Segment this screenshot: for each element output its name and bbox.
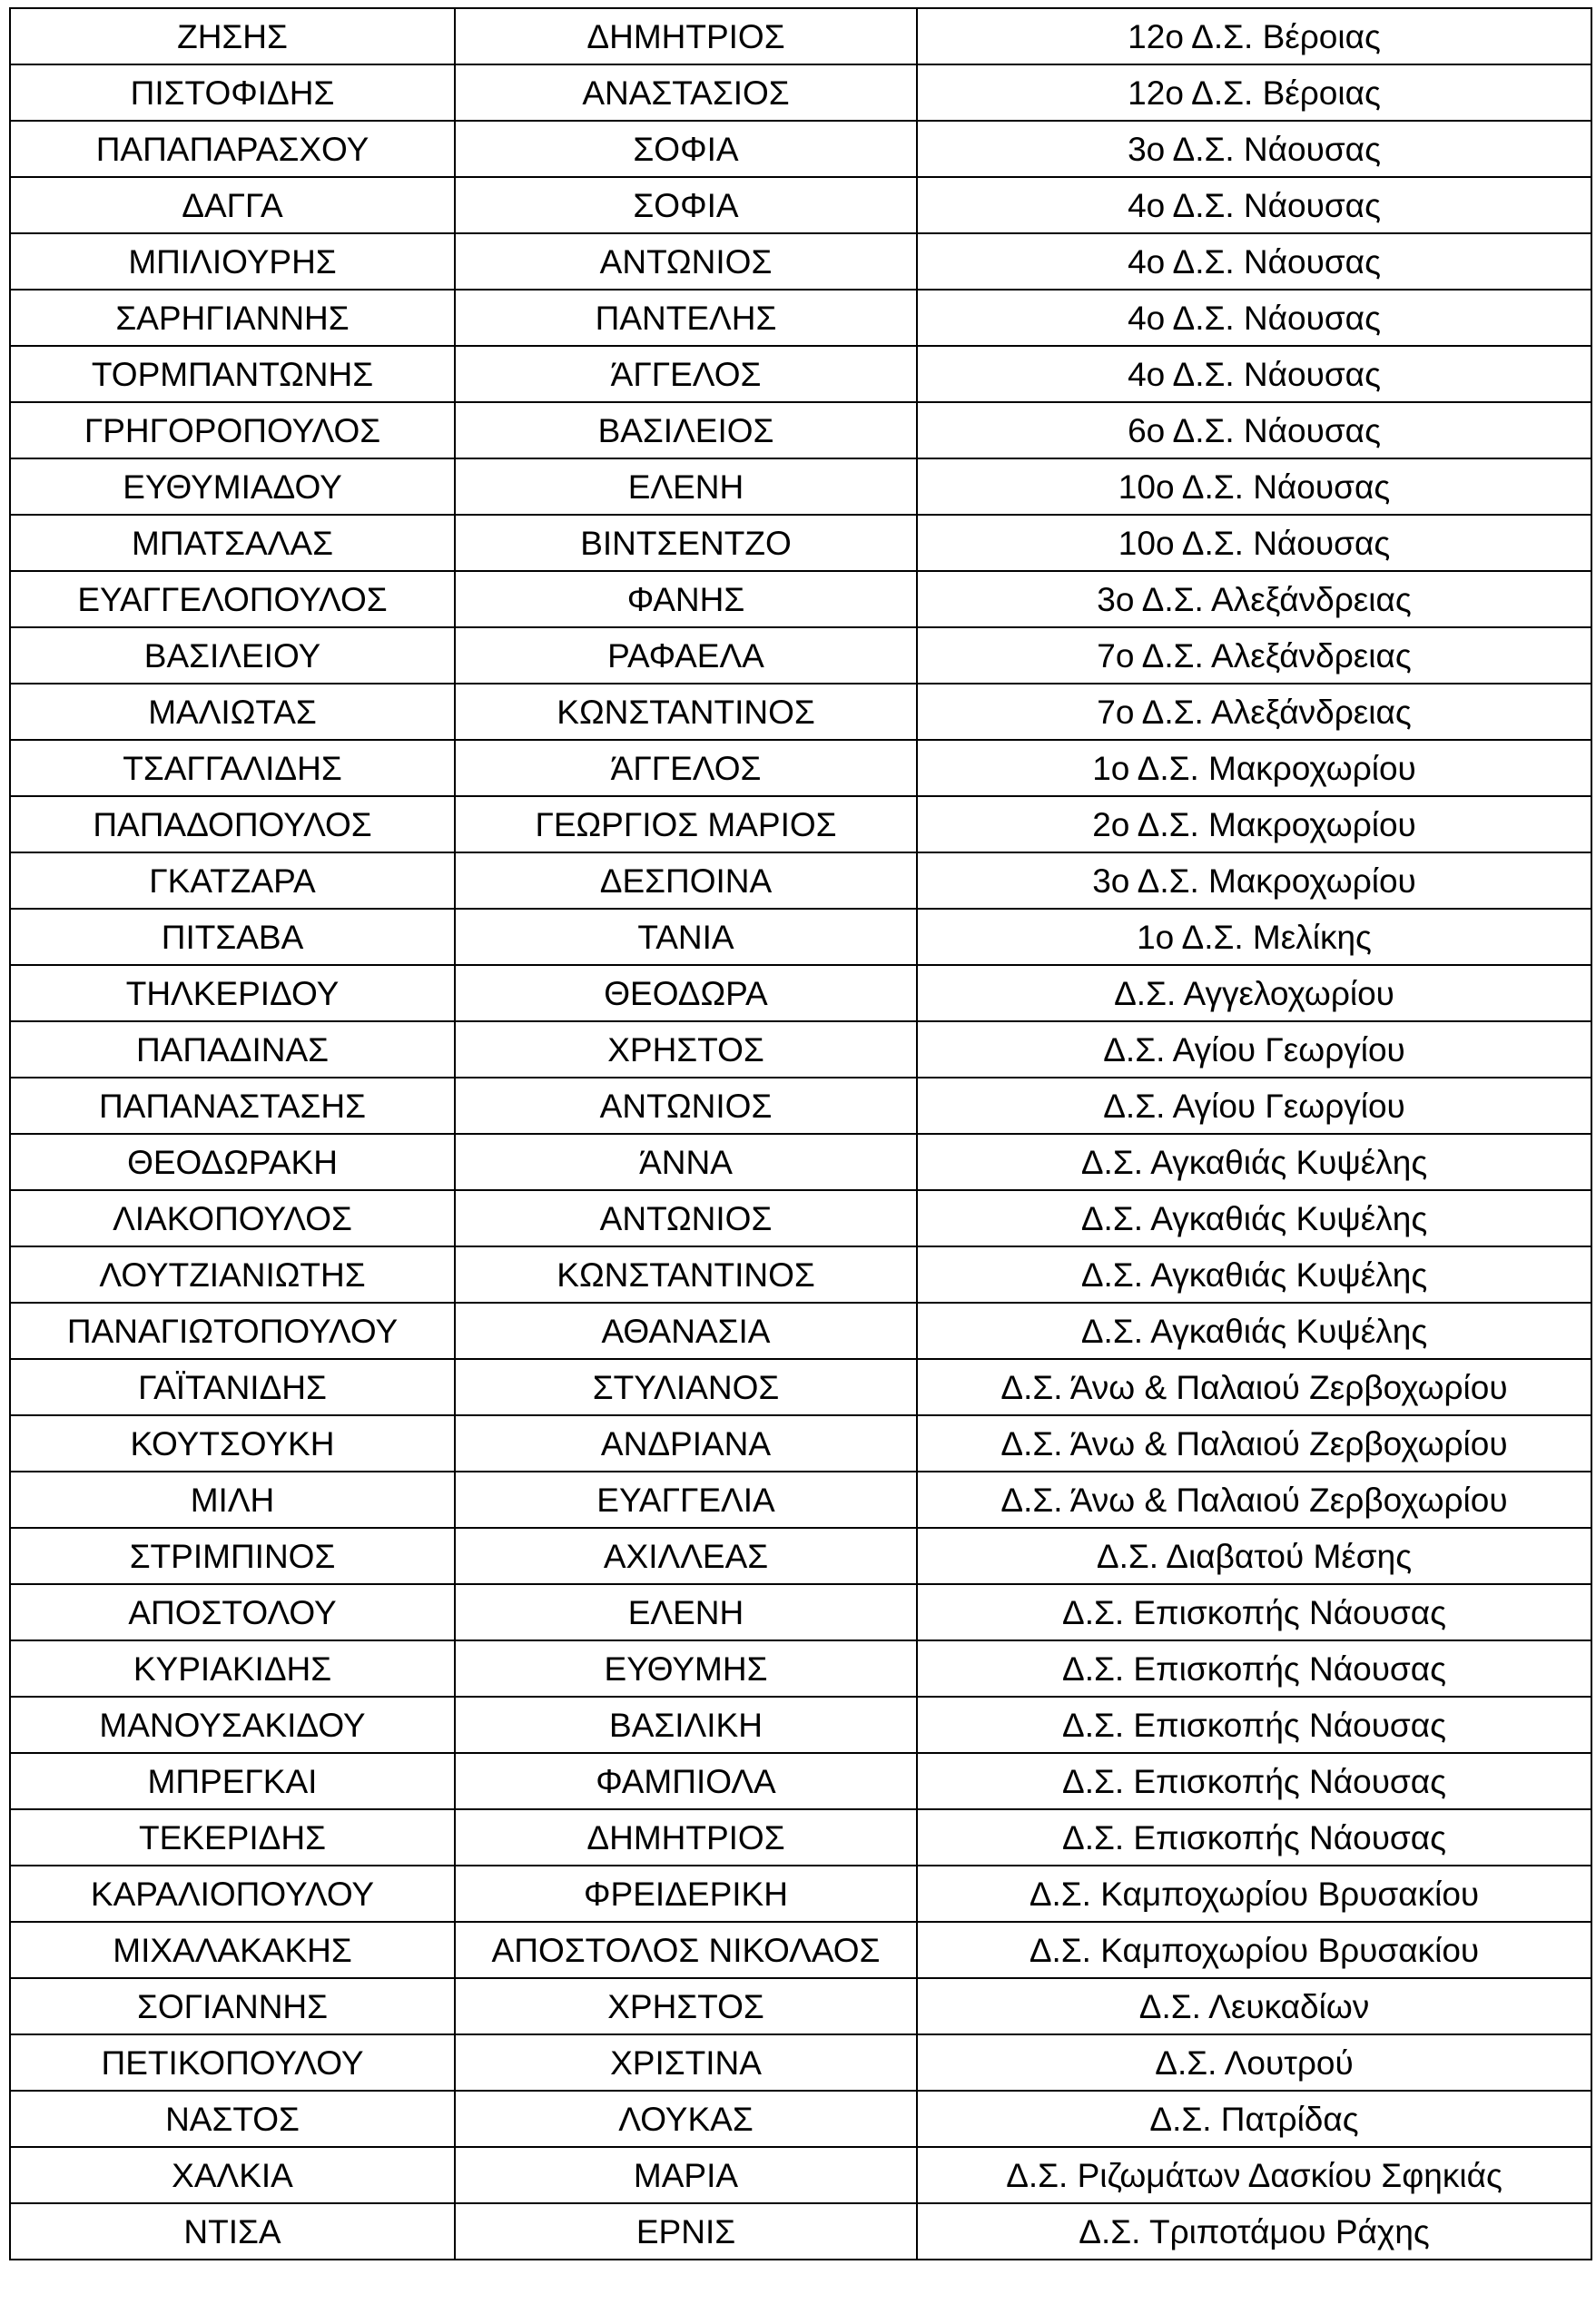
- surname-cell: ΕΥΑΓΓΕΛΟΠΟΥΛΟΣ: [10, 571, 455, 627]
- table-row: [10, 515, 1591, 571]
- school-cell: 10ο Δ.Σ. Νάουσας: [917, 458, 1591, 515]
- surname-cell: ΔΑΓΓΑ: [10, 177, 455, 233]
- table-row: [10, 1697, 1591, 1753]
- table-row: [10, 740, 1591, 796]
- school-cell: 1ο Δ.Σ. Μακροχωρίου: [917, 740, 1591, 796]
- school-cell: 7ο Δ.Σ. Αλεξάνδρειας: [917, 684, 1591, 740]
- first-name-cell: ΑΝΤΩΝΙΟΣ: [455, 1078, 917, 1134]
- table-row: [10, 1359, 1591, 1415]
- first-name-cell: ΠΑΝΤΕΛΗΣ: [455, 290, 917, 346]
- surname-cell: ΒΑΣΙΛΕΙΟΥ: [10, 627, 455, 684]
- surname-cell: ΖΗΣΗΣ: [10, 8, 455, 64]
- surname-cell: ΓΡΗΓΟΡΟΠΟΥΛΟΣ: [10, 402, 455, 458]
- table-row: [10, 1640, 1591, 1697]
- table-row: [10, 121, 1591, 177]
- table-row: [10, 965, 1591, 1021]
- surname-cell: ΠΙΤΣΑΒΑ: [10, 909, 455, 965]
- school-cell: Δ.Σ. Επισκοπής Νάουσας: [917, 1697, 1591, 1753]
- surname-cell: ΣΤΡΙΜΠΙΝΟΣ: [10, 1528, 455, 1584]
- table-row: [10, 458, 1591, 515]
- surname-cell: ΓΚΑΤΖΑΡΑ: [10, 852, 455, 909]
- surname-cell: ΠΙΣΤΟΦΙΔΗΣ: [10, 64, 455, 121]
- first-name-cell: ΑΝΤΩΝΙΟΣ: [455, 233, 917, 290]
- school-cell: 4ο Δ.Σ. Νάουσας: [917, 177, 1591, 233]
- first-name-cell: ΔΗΜΗΤΡΙΟΣ: [455, 1809, 917, 1866]
- surname-cell: ΤΣΑΓΓΑΛΙΔΗΣ: [10, 740, 455, 796]
- school-cell: Δ.Σ. Καμποχωρίου Βρυσακίου: [917, 1922, 1591, 1978]
- first-name-cell: ΧΡΗΣΤΟΣ: [455, 1021, 917, 1078]
- table-row: [10, 796, 1591, 852]
- first-name-cell: ΓΕΩΡΓΙΟΣ ΜΑΡΙΟΣ: [455, 796, 917, 852]
- first-name-cell: ΑΘΑΝΑΣΙΑ: [455, 1303, 917, 1359]
- surname-cell: ΜΠΑΤΣΑΛΑΣ: [10, 515, 455, 571]
- school-cell: Δ.Σ. Πατρίδας: [917, 2091, 1591, 2147]
- surname-cell: ΜΑΛΙΩΤΑΣ: [10, 684, 455, 740]
- first-name-cell: ΕΛΕΝΗ: [455, 458, 917, 515]
- surname-cell: ΠΑΠΑΠΑΡΑΣΧΟΥ: [10, 121, 455, 177]
- school-cell: Δ.Σ. Διαβατού Μέσης: [917, 1528, 1591, 1584]
- table-row: [10, 2203, 1591, 2260]
- school-cell: 12ο Δ.Σ. Βέροιας: [917, 8, 1591, 64]
- surname-cell: ΚΟΥΤΣΟΥΚΗ: [10, 1415, 455, 1472]
- table-row: [10, 684, 1591, 740]
- surname-cell: ΜΑΝΟΥΣΑΚΙΔΟΥ: [10, 1697, 455, 1753]
- first-name-cell: ΒΑΣΙΛΕΙΟΣ: [455, 402, 917, 458]
- teachers-table-container: [9, 7, 1592, 2260]
- first-name-cell: ΡΑΦΑΕΛΑ: [455, 627, 917, 684]
- school-cell: Δ.Σ. Αγκαθιάς Κυψέλης: [917, 1134, 1591, 1190]
- table-row: [10, 2147, 1591, 2203]
- table-row: [10, 1809, 1591, 1866]
- school-cell: Δ.Σ. Άνω & Παλαιού Ζερβοχωρίου: [917, 1359, 1591, 1415]
- first-name-cell: ΑΠΟΣΤΟΛΟΣ ΝΙΚΟΛΑΟΣ: [455, 1922, 917, 1978]
- school-cell: Δ.Σ. Άνω & Παλαιού Ζερβοχωρίου: [917, 1472, 1591, 1528]
- surname-cell: ΛΙΑΚΟΠΟΥΛΟΣ: [10, 1190, 455, 1246]
- school-cell: Δ.Σ. Λουτρού: [917, 2034, 1591, 2091]
- first-name-cell: ΣΟΦΙΑ: [455, 177, 917, 233]
- school-cell: 12ο Δ.Σ. Βέροιας: [917, 64, 1591, 121]
- table-row: [10, 1528, 1591, 1584]
- surname-cell: ΜΙΧΑΛΑΚΑΚΗΣ: [10, 1922, 455, 1978]
- first-name-cell: ΆΓΓΕΛΟΣ: [455, 346, 917, 402]
- table-row: [10, 1584, 1591, 1640]
- surname-cell: ΜΙΛΗ: [10, 1472, 455, 1528]
- first-name-cell: ΕΥΘΥΜΗΣ: [455, 1640, 917, 1697]
- school-cell: Δ.Σ. Τριποτάμου Ράχης: [917, 2203, 1591, 2260]
- table-row: [10, 1866, 1591, 1922]
- first-name-cell: ΛΟΥΚΑΣ: [455, 2091, 917, 2147]
- school-cell: 3ο Δ.Σ. Μακροχωρίου: [917, 852, 1591, 909]
- table-row: [10, 1415, 1591, 1472]
- table-row: [10, 346, 1591, 402]
- first-name-cell: ΧΡΙΣΤΙΝΑ: [455, 2034, 917, 2091]
- surname-cell: ΚΥΡΙΑΚΙΔΗΣ: [10, 1640, 455, 1697]
- surname-cell: ΤΕΚΕΡΙΔΗΣ: [10, 1809, 455, 1866]
- first-name-cell: ΦΑΝΗΣ: [455, 571, 917, 627]
- school-cell: Δ.Σ. Αγίου Γεωργίου: [917, 1078, 1591, 1134]
- first-name-cell: ΆΝΝΑ: [455, 1134, 917, 1190]
- school-cell: Δ.Σ. Καμποχωρίου Βρυσακίου: [917, 1866, 1591, 1922]
- surname-cell: ΝΤΙΣΑ: [10, 2203, 455, 2260]
- school-cell: 10ο Δ.Σ. Νάουσας: [917, 515, 1591, 571]
- table-row: [10, 571, 1591, 627]
- table-row: [10, 627, 1591, 684]
- table-row: [10, 1472, 1591, 1528]
- surname-cell: ΣΟΓΙΑΝΝΗΣ: [10, 1978, 455, 2034]
- school-cell: Δ.Σ. Επισκοπής Νάουσας: [917, 1640, 1591, 1697]
- school-cell: Δ.Σ. Αγκαθιάς Κυψέλης: [917, 1303, 1591, 1359]
- table-row: [10, 1190, 1591, 1246]
- table-row: [10, 852, 1591, 909]
- school-cell: 3ο Δ.Σ. Αλεξάνδρειας: [917, 571, 1591, 627]
- surname-cell: ΧΑΛΚΙΑ: [10, 2147, 455, 2203]
- first-name-cell: ΧΡΗΣΤΟΣ: [455, 1978, 917, 2034]
- school-cell: Δ.Σ. Επισκοπής Νάουσας: [917, 1809, 1591, 1866]
- first-name-cell: ΚΩΝΣΤΑΝΤΙΝΟΣ: [455, 1246, 917, 1303]
- school-cell: Δ.Σ. Λευκαδίων: [917, 1978, 1591, 2034]
- surname-cell: ΘΕΟΔΩΡΑΚΗ: [10, 1134, 455, 1190]
- school-cell: Δ.Σ. Επισκοπής Νάουσας: [917, 1584, 1591, 1640]
- first-name-cell: ΒΙΝΤΣΕΝΤΖΟ: [455, 515, 917, 571]
- school-cell: 6ο Δ.Σ. Νάουσας: [917, 402, 1591, 458]
- table-row: [10, 233, 1591, 290]
- first-name-cell: ΦΡΕΙΔΕΡΙΚΗ: [455, 1866, 917, 1922]
- first-name-cell: ΚΩΝΣΤΑΝΤΙΝΟΣ: [455, 684, 917, 740]
- surname-cell: ΠΑΠΑΔΟΠΟΥΛΟΣ: [10, 796, 455, 852]
- table-row: [10, 2034, 1591, 2091]
- school-cell: Δ.Σ. Επισκοπής Νάουσας: [917, 1753, 1591, 1809]
- surname-cell: ΠΑΠΑΔΙΝΑΣ: [10, 1021, 455, 1078]
- school-cell: Δ.Σ. Αγγελοχωρίου: [917, 965, 1591, 1021]
- first-name-cell: ΕΥΑΓΓΕΛΙΑ: [455, 1472, 917, 1528]
- first-name-cell: ΜΑΡΙΑ: [455, 2147, 917, 2203]
- table-row: [10, 1978, 1591, 2034]
- table-body: [10, 8, 1591, 2260]
- school-cell: Δ.Σ. Άνω & Παλαιού Ζερβοχωρίου: [917, 1415, 1591, 1472]
- school-cell: 4ο Δ.Σ. Νάουσας: [917, 290, 1591, 346]
- school-cell: Δ.Σ. Ριζωμάτων Δασκίου Σφηκιάς: [917, 2147, 1591, 2203]
- table-row: [10, 1078, 1591, 1134]
- surname-cell: ΜΠΙΛΙΟΥΡΗΣ: [10, 233, 455, 290]
- table-row: [10, 2091, 1591, 2147]
- first-name-cell: ΘΕΟΔΩΡΑ: [455, 965, 917, 1021]
- school-cell: 3ο Δ.Σ. Νάουσας: [917, 121, 1591, 177]
- surname-cell: ΝΑΣΤΟΣ: [10, 2091, 455, 2147]
- school-cell: 4ο Δ.Σ. Νάουσας: [917, 346, 1591, 402]
- surname-cell: ΕΥΘΥΜΙΑΔΟΥ: [10, 458, 455, 515]
- table-row: [10, 402, 1591, 458]
- surname-cell: ΜΠΡΕΓΚΑΙ: [10, 1753, 455, 1809]
- teachers-table: [9, 7, 1592, 2260]
- table-row: [10, 1922, 1591, 1978]
- school-cell: Δ.Σ. Αγίου Γεωργίου: [917, 1021, 1591, 1078]
- surname-cell: ΠΑΠΑΝΑΣΤΑΣΗΣ: [10, 1078, 455, 1134]
- table-row: [10, 1021, 1591, 1078]
- surname-cell: ΓΑΪΤΑΝΙΔΗΣ: [10, 1359, 455, 1415]
- first-name-cell: ΑΝΤΩΝΙΟΣ: [455, 1190, 917, 1246]
- table-row: [10, 64, 1591, 121]
- surname-cell: ΣΑΡΗΓΙΑΝΝΗΣ: [10, 290, 455, 346]
- surname-cell: ΛΟΥΤΖΙΑΝΙΩΤΗΣ: [10, 1246, 455, 1303]
- school-cell: Δ.Σ. Αγκαθιάς Κυψέλης: [917, 1190, 1591, 1246]
- first-name-cell: ΣΤΥΛΙΑΝΟΣ: [455, 1359, 917, 1415]
- first-name-cell: ΔΕΣΠΟΙΝΑ: [455, 852, 917, 909]
- surname-cell: ΠΕΤΙΚΟΠΟΥΛΟΥ: [10, 2034, 455, 2091]
- surname-cell: ΚΑΡΑΛΙΟΠΟΥΛΟΥ: [10, 1866, 455, 1922]
- surname-cell: ΤΗΛΚΕΡΙΔΟΥ: [10, 965, 455, 1021]
- table-row: [10, 1753, 1591, 1809]
- first-name-cell: ΔΗΜΗΤΡΙΟΣ: [455, 8, 917, 64]
- first-name-cell: ΕΡΝΙΣ: [455, 2203, 917, 2260]
- first-name-cell: ΑΧΙΛΛΕΑΣ: [455, 1528, 917, 1584]
- school-cell: 1ο Δ.Σ. Μελίκης: [917, 909, 1591, 965]
- first-name-cell: ΤΑΝΙΑ: [455, 909, 917, 965]
- first-name-cell: ΣΟΦΙΑ: [455, 121, 917, 177]
- surname-cell: ΑΠΟΣΤΟΛΟΥ: [10, 1584, 455, 1640]
- table-row: [10, 1303, 1591, 1359]
- first-name-cell: ΦΑΜΠΙΟΛΑ: [455, 1753, 917, 1809]
- surname-cell: ΠΑΝΑΓΙΩΤΟΠΟΥΛΟΥ: [10, 1303, 455, 1359]
- school-cell: 4ο Δ.Σ. Νάουσας: [917, 233, 1591, 290]
- surname-cell: ΤΟΡΜΠΑΝΤΩΝΗΣ: [10, 346, 455, 402]
- table-row: [10, 8, 1591, 64]
- first-name-cell: ΆΓΓΕΛΟΣ: [455, 740, 917, 796]
- first-name-cell: ΒΑΣΙΛΙΚΗ: [455, 1697, 917, 1753]
- table-row: [10, 909, 1591, 965]
- table-row: [10, 1134, 1591, 1190]
- table-row: [10, 1246, 1591, 1303]
- first-name-cell: ΑΝΑΣΤΑΣΙΟΣ: [455, 64, 917, 121]
- school-cell: 2ο Δ.Σ. Μακροχωρίου: [917, 796, 1591, 852]
- table-row: [10, 290, 1591, 346]
- first-name-cell: ΑΝΔΡΙΑΝΑ: [455, 1415, 917, 1472]
- school-cell: Δ.Σ. Αγκαθιάς Κυψέλης: [917, 1246, 1591, 1303]
- school-cell: 7ο Δ.Σ. Αλεξάνδρειας: [917, 627, 1591, 684]
- table-row: [10, 177, 1591, 233]
- first-name-cell: ΕΛΕΝΗ: [455, 1584, 917, 1640]
